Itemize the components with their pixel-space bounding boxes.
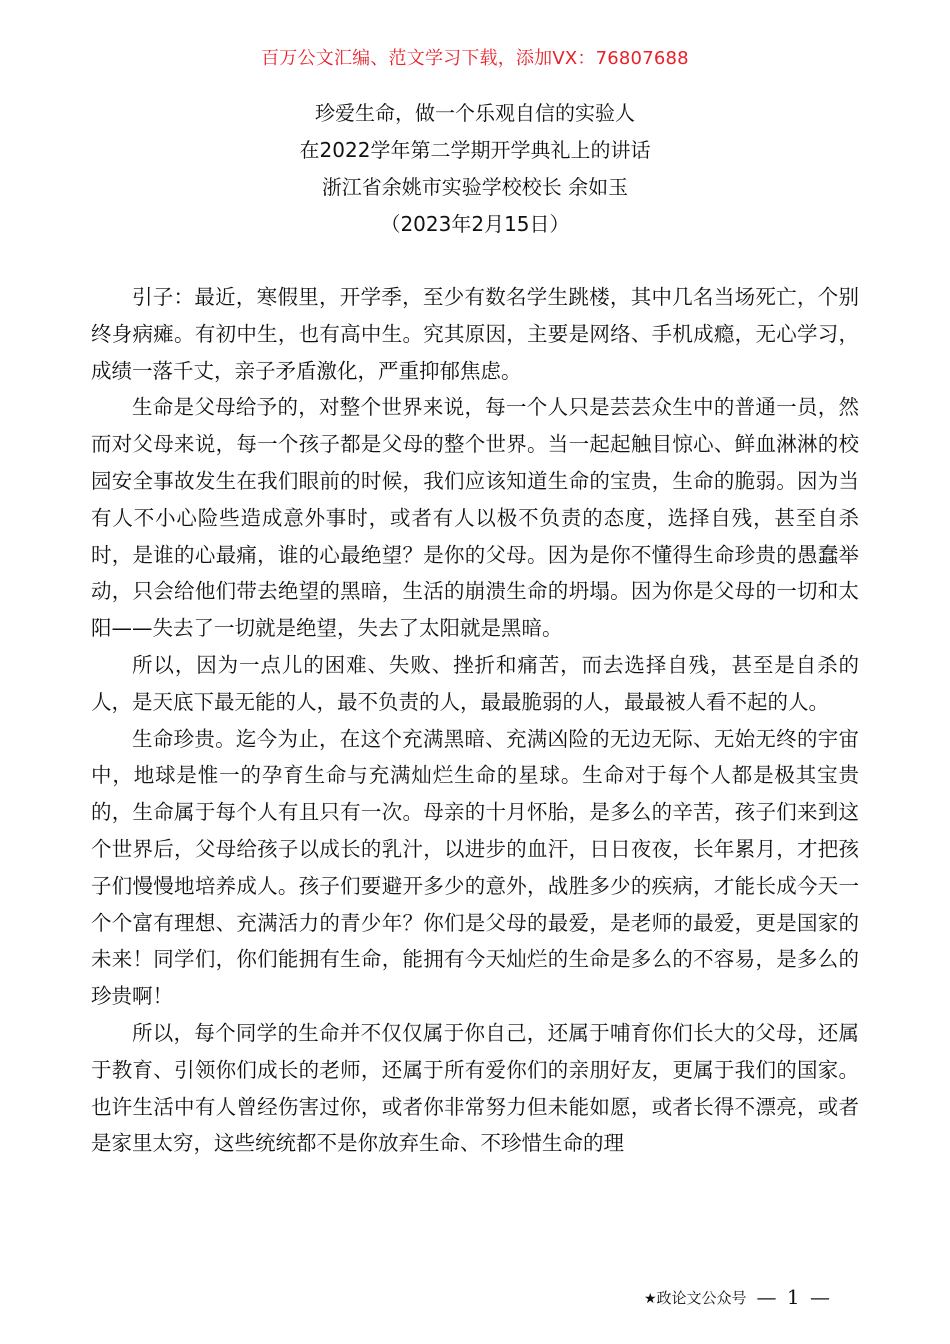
speaker-line: 浙江省余姚市实验学校校长 余如玉 [321,175,629,199]
speech-subtitle: 在2022学年第二学期开学典礼上的讲话 [299,138,651,162]
paragraph-2: 生命是父母给予的，对整个世界来说，每一个人只是芸芸众生中的普通一员，然而对父母来说，每一个孩子都是父母的整个世界。当一起起触目惊心、鲜血淋淋的校园安全事故发生在我们眼前的时候，我们应该知道生命的宝贵，生命的脆弱。因为当有人不小心险些造成意外事时，或者有人以极不负责的态度，选择自残，甚至自杀时，是谁的心最痛，谁的心最绝望？是你的父母。因为是你不懂得生命珍贵的愚蠢举动，只会给他们带去绝望的黑暗，生活的崩溃生命的坍塌。因为你是父母的一切和太阳——失去了一切就是绝望，失去了太阳就是黑暗。 [91,395,859,641]
paragraph-4: 生命珍贵。迄今为止，在这个充满黑暗、充满凶险的无边无际、无始无终的宇宙中，地球是惟一的孕育生命与充满灿烂生命的星球。生命对于每个人都是极其宝贵的，生命属于每个人有且只有一次。母亲的十月怀胎，是多么的辛苦，孩子们来到这个世界后，父母给孩子以成长的乳汁，以进步的血汗，日日夜夜，长年累月，才把孩子们慢慢地培养成人。孩子们要避开多少的意外，战胜多少的疾病，才能长成今天一个个富有理想、充满活力的青少年？你们是父母的最爱，是老师的最爱，更是国家的未来！同学们，你们能拥有生命，能拥有今天灿烂的生命是多么的不容易，是多么的珍贵啊！ [91,726,859,1009]
paragraph-intro: 引子：最近，寒假里，开学季，至少有数名学生跳楼，其中几名当场死亡，个别终身病瘫。有初中生，也有高中生。究其原因，主要是网络、手机成瘾，无心学习，成绩一落千丈，亲子矛盾激化，严重抑郁焦虑。 [91,285,859,383]
page-footer [644,1282,832,1312]
download-banner: 百万公文汇编、范文学习下载，添加VX：76807688 [261,48,689,69]
page-number: — 1 — [756,1285,832,1309]
paragraph-5: 所以，每个同学的生命并不仅仅属于你自己，还属于哺育你们长大的父母，还属于教育、引领你们成长的老师，还属于所有爱你们的亲朋好友，更属于我们的国家。也许生活中有人曾经伤害过你，或者你非常努力但未能如愿，或者长得不漂亮，或者是家里太穷，这些统统都不是你放弃生命、不珍惜生命的理 [91,1020,859,1156]
footer-label: 政论文公众号 [656,1288,747,1307]
star-icon: ★ [643,1290,657,1307]
body-text [91,279,859,1162]
footer-source [644,1287,747,1308]
speech-date: （2023年2月15日） [380,212,570,236]
speech-title: 珍爱生命，做一个乐观自信的实验人 [315,101,635,125]
title-block [0,95,950,243]
paragraph-3: 所以，因为一点儿的困难、失败、挫折和痛苦，而去选择自残，甚至是自杀的人，是天底下最无能的人，最不负责的人，最最脆弱的人，最最被人看不起的人。 [91,652,859,714]
